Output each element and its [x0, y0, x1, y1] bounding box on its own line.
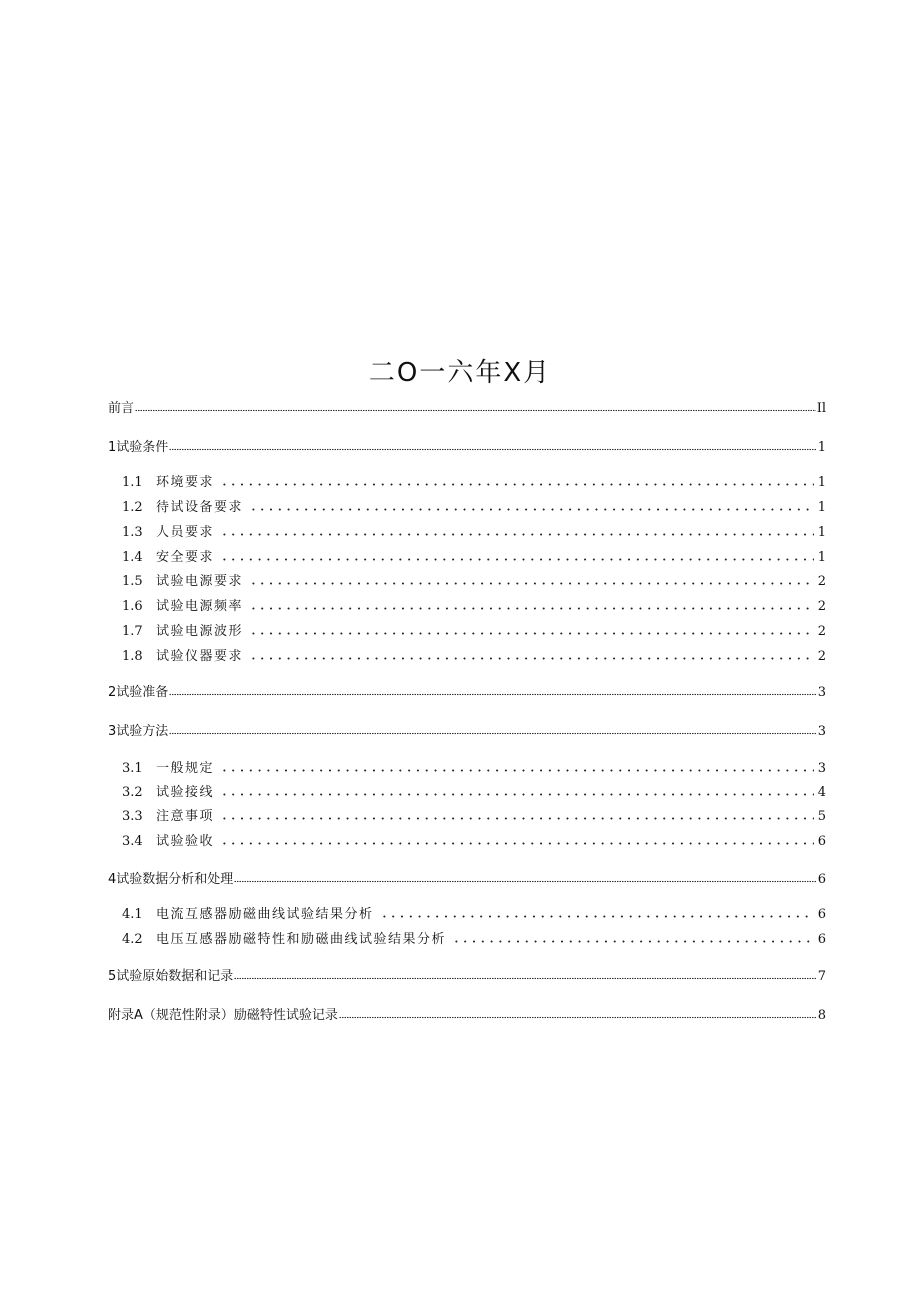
- toc-entry-number: 1.2: [122, 500, 143, 515]
- toc-entry-number: 3.4: [122, 834, 143, 849]
- toc-page-number: 7: [817, 969, 826, 984]
- toc-entry-title: 人员要求: [156, 525, 215, 540]
- toc-page-number: 6: [817, 834, 826, 849]
- toc-entry-1-5[interactable]: [108, 570, 826, 590]
- toc-entry-title: 电压互感器励磁特性和励磁曲线试验结果分析: [156, 932, 447, 947]
- toc-dot-leader: [249, 648, 814, 660]
- toc-entry-1-4[interactable]: [108, 546, 826, 566]
- toc-page-number: 3: [817, 685, 826, 700]
- toc-page-number: 3: [817, 761, 826, 776]
- toc-page-number: 5: [817, 809, 826, 824]
- toc-page-number: 1: [817, 440, 826, 455]
- toc-page-number: 6: [817, 872, 826, 887]
- toc-entry-title: 试验电源频率: [156, 599, 244, 614]
- toc-page-number: 6: [817, 932, 826, 947]
- toc-page-number: 1: [817, 525, 826, 540]
- toc-dot-leader: [234, 968, 816, 980]
- toc-dot-leader: [220, 760, 814, 772]
- toc-entry-number: 1.7: [122, 624, 143, 639]
- toc-entry-title: 试验电源要求: [156, 574, 244, 589]
- toc-entry-section-1[interactable]: [108, 436, 826, 456]
- toc-entry-title: 附录A（规范性附录）励磁特性试验记录: [108, 1008, 338, 1023]
- toc-entry-section-5[interactable]: [108, 965, 826, 985]
- toc-dot-leader: [234, 871, 816, 883]
- toc-dot-leader: [169, 723, 816, 735]
- toc-dot-leader: [220, 549, 814, 561]
- toc-dot-leader: [220, 808, 814, 820]
- toc-entry-title: 3试验方法: [108, 724, 169, 739]
- toc-page-number: 8: [817, 1008, 826, 1023]
- toc-page-number: 6: [817, 907, 826, 922]
- toc-entry-section-2[interactable]: [108, 681, 826, 701]
- toc-entry-appendix-a[interactable]: [108, 1004, 826, 1024]
- toc-dot-leader: [380, 906, 814, 918]
- toc-dot-leader: [169, 439, 816, 451]
- toc-entry-1-1[interactable]: [108, 471, 826, 491]
- toc-dot-leader: [249, 598, 814, 610]
- toc-entry-3-4[interactable]: [108, 830, 826, 850]
- toc-entry-section-4[interactable]: [108, 868, 826, 888]
- toc-entry-number: 1.4: [122, 550, 143, 565]
- toc-entry-number: 4.1: [122, 907, 143, 922]
- toc-entry-title: 前言: [108, 401, 135, 416]
- toc-page-number: 2: [817, 649, 826, 664]
- toc-entry-3-1[interactable]: [108, 757, 826, 777]
- toc-entry-title: 4试验数据分析和处理: [108, 872, 234, 887]
- toc-entry-title: 试验接线: [156, 785, 215, 800]
- toc-entry-title: 试验仪器要求: [156, 649, 244, 664]
- toc-entry-1-2[interactable]: [108, 496, 826, 516]
- toc-entry-title: 1试验条件: [108, 440, 169, 455]
- toc-entry-title: 注意事项: [156, 809, 215, 824]
- toc-entry-1-7[interactable]: [108, 620, 826, 640]
- toc-dot-leader: [249, 623, 814, 635]
- toc-dot-leader: [169, 684, 816, 696]
- toc-dot-leader: [339, 1007, 817, 1019]
- toc-entry-number: 3.3: [122, 809, 143, 824]
- toc-page-number: 3: [817, 724, 826, 739]
- toc-entry-preface[interactable]: [108, 397, 826, 417]
- toc-entry-3-3[interactable]: [108, 805, 826, 825]
- toc-entry-number: 3.2: [122, 785, 143, 800]
- toc-page-number: 1: [817, 500, 826, 515]
- toc-entry-title: 一般规定: [156, 761, 215, 776]
- toc-entry-1-6[interactable]: [108, 595, 826, 615]
- toc-dot-leader: [249, 499, 814, 511]
- toc-entry-1-3[interactable]: [108, 521, 826, 541]
- toc-page-number: 1: [817, 475, 826, 490]
- toc-dot-leader: [220, 784, 814, 796]
- toc-entry-number: 1.6: [122, 599, 143, 614]
- toc-entry-title: 试验验收: [156, 834, 215, 849]
- toc-dot-leader: [249, 573, 814, 585]
- toc-dot-leader: [220, 474, 814, 486]
- toc-entry-1-8[interactable]: [108, 645, 826, 665]
- toc-page-number: 2: [817, 599, 826, 614]
- toc-entry-title: 环境要求: [156, 475, 215, 490]
- toc-page-number: Il: [816, 401, 826, 416]
- toc-entry-number: 4.2: [122, 932, 143, 947]
- toc-entry-4-2[interactable]: [108, 928, 826, 948]
- document-date-title: 二O一六年X月: [368, 358, 552, 388]
- toc-entry-number: 1.1: [122, 475, 143, 490]
- toc-page-number: 1: [817, 550, 826, 565]
- toc-page-number: 2: [817, 574, 826, 589]
- toc-entry-title: 5试验原始数据和记录: [108, 969, 234, 984]
- toc-entry-4-1[interactable]: [108, 903, 826, 923]
- toc-entry-number: 3.1: [122, 761, 143, 776]
- toc-page-number: 4: [817, 785, 826, 800]
- toc-entry-title: 安全要求: [156, 550, 215, 565]
- toc-entry-number: 1.3: [122, 525, 143, 540]
- toc-dot-leader: [452, 931, 814, 943]
- toc-entry-title: 试验电源波形: [156, 624, 244, 639]
- toc-entry-3-2[interactable]: [108, 781, 826, 801]
- toc-entry-title: 2试验准备: [108, 685, 169, 700]
- toc-entry-title: 电流互感器励磁曲线试验结果分析: [156, 907, 374, 922]
- toc-dot-leader: [135, 400, 816, 412]
- toc-dot-leader: [220, 833, 814, 845]
- toc-page-number: 2: [817, 624, 826, 639]
- toc-entry-title: 待试设备要求: [156, 500, 244, 515]
- toc-entry-section-3[interactable]: [108, 720, 826, 740]
- toc-entry-number: 1.8: [122, 649, 143, 664]
- toc-dot-leader: [220, 524, 814, 536]
- toc-entry-number: 1.5: [122, 574, 143, 589]
